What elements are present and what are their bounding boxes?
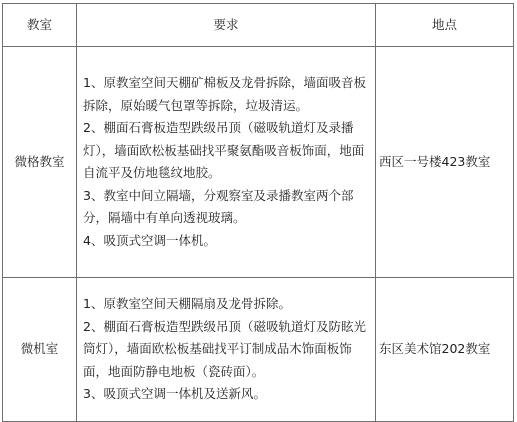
- requirements-cell: [77, 47, 376, 278]
- table-row: [3, 47, 514, 278]
- requirements-table: [2, 3, 514, 422]
- requirements-cell: [77, 278, 376, 422]
- location-cell: 东区美术馆202教室: [376, 278, 514, 422]
- requirement-item: 1、原教室空间天棚隔扇及龙骨拆除。: [83, 296, 291, 312]
- location-cell: 西区一号楼423教室: [376, 47, 514, 278]
- room-name: 微格教室: [3, 47, 77, 278]
- table-header-row: [3, 4, 514, 47]
- header-location: 地点: [376, 4, 514, 47]
- requirement-item: 2、棚面石膏板造型跌级吊顶（磁吸轨道灯及录播灯），墙面欧松板基础找平聚氨酯吸音板饰面，地面自流平及仿地毯纹地胶。: [83, 120, 365, 180]
- requirement-item: 4、吸顶式空调一体机。: [83, 232, 216, 248]
- requirement-item: 3、吸顶式空调一体机及送新风。: [83, 386, 266, 402]
- requirement-item: 3、教室中间立隔墙，分观察室及录播教室两个部分，隔墙中有单向透视玻璃。: [83, 187, 354, 225]
- room-name: 微机室: [3, 278, 77, 422]
- header-classroom: 教室: [3, 4, 77, 47]
- header-requirements: 要求: [77, 4, 376, 47]
- requirement-item: 2、棚面石膏板造型跌级吊顶（磁吸轨道灯及防眩光筒灯），墙面欧松板基础找平订制成品木饰面板饰面，地面防静电地板（瓷砖面）。: [83, 318, 366, 379]
- requirement-item: 1、原教室空间天棚矿棉板及龙骨拆除，墙面吸音板拆除，原始暖气包罩等拆除，垃圾清运。: [83, 75, 366, 113]
- table-row: [3, 278, 514, 422]
